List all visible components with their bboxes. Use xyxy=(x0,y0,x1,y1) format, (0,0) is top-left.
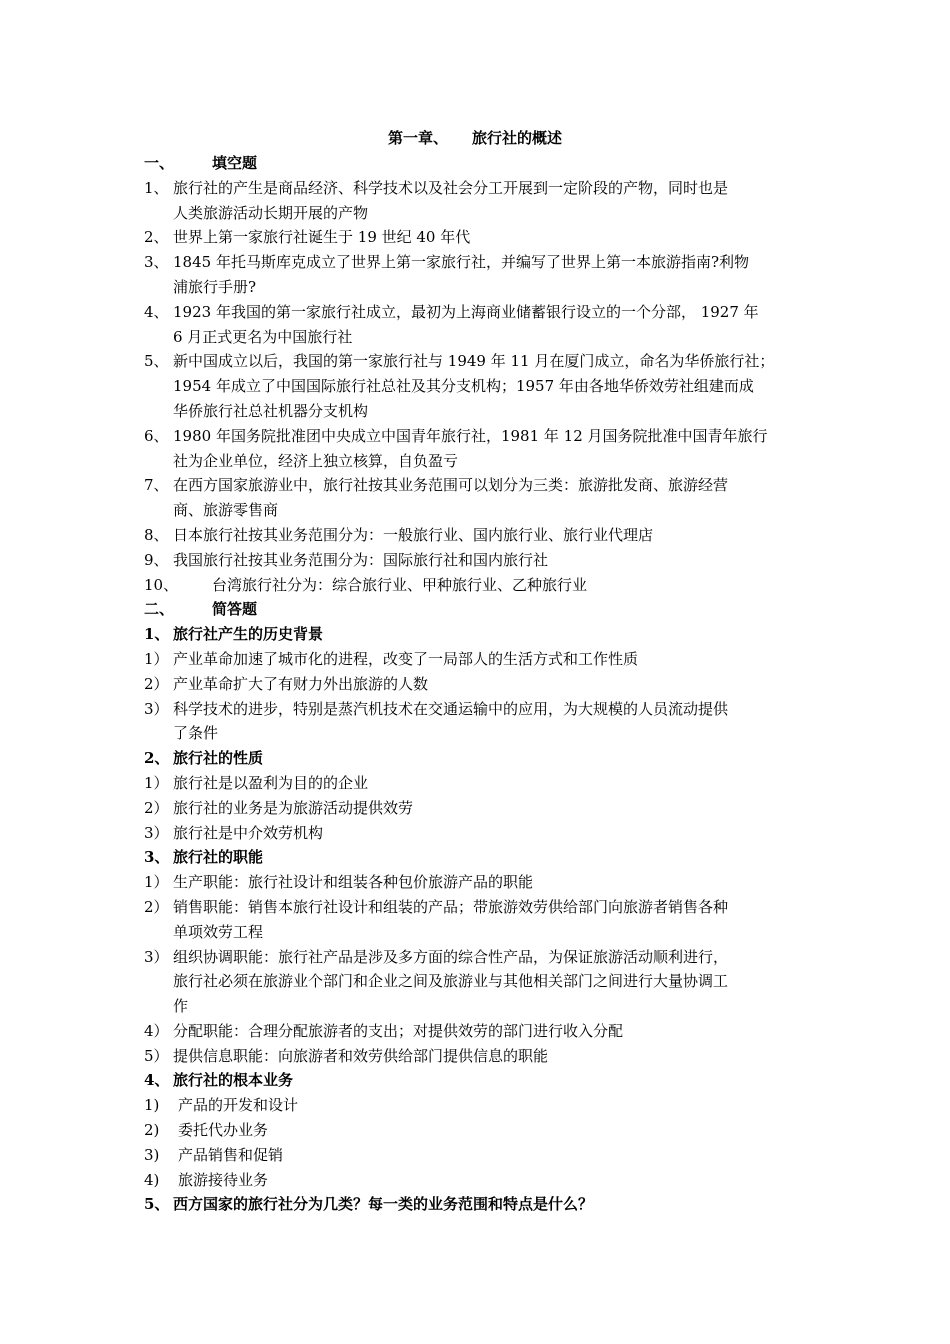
answer-item: 5） 提供信息职能：向旅游者和效劳供给部门提供信息的职能 xyxy=(144,1046,549,1065)
answer-item: 3） 旅行社是中介效劳机构 xyxy=(144,823,324,842)
answer-item: 2） 销售职能：销售本旅行社设计和组装的产品；带旅游效劳供给部门向旅游者销售各种 单项效劳工程 xyxy=(144,897,729,941)
fill-item: 1、 旅行社的产生是商品经济、科学技术以及社会分工开展到一定阶段的产物，同时也是 人类旅游活动长期开展的产物 xyxy=(144,178,729,222)
answer-item: 1） 生产职能：旅行社设计和组装各种包价旅游产品的职能 xyxy=(144,873,534,892)
fill-item: 3、 1845 年托马斯库克成立了世界上第一家旅行社，并编写了世界上第一本旅游指南?利物 浦旅行手册? xyxy=(144,253,749,296)
answer-item: 2) 委托代办业务 xyxy=(144,1121,269,1140)
section-label: 填空题 xyxy=(212,154,258,172)
fill-item: 5、 新中国成立以后，我国的第一家旅行社与 1949 年 11 月在厦门成立，命名为华侨旅行社； 1954 年成立了中国国际旅行社总社及其分支机构；1957 年由各地华侨效劳社组建而成 华侨旅行社总社机器分支机构 xyxy=(144,352,775,420)
section-number: 一、 xyxy=(144,154,175,172)
question-heading: 3、 旅行社的职能 xyxy=(144,848,264,867)
fill-item: 9、 我国旅行社按其业务范围分为：国际旅行社和国内旅行社 xyxy=(144,550,549,569)
answer-item: 1） 旅行社是以盈利为目的的企业 xyxy=(144,773,369,792)
chapter-name: 旅行社的概述 xyxy=(472,129,563,147)
document-body xyxy=(144,151,812,1217)
answer-item: 2） 产业革命扩大了有财力外出旅游的人数 xyxy=(144,674,429,693)
section-heading-short-answer xyxy=(144,597,812,622)
fill-item: 6、 1980 年国务院批准团中央成立中国青年旅行社，1981 年 12 月国务院批准中国青年旅行 社为企业单位，经济上独立核算，自负盈亏 xyxy=(144,426,768,470)
section-number: 二、 xyxy=(144,600,175,619)
answer-item: 4) 旅游接待业务 xyxy=(144,1170,269,1189)
answer-item: 1) 产品的开发和设计 xyxy=(144,1096,299,1115)
section-label: 简答题 xyxy=(212,600,258,619)
fill-item: 8、 日本旅行社按其业务范围分为：一般旅行业、国内旅行业、旅行业代理店 xyxy=(144,525,654,544)
answer-item: 3） 组织协调职能：旅行社产品是涉及多方面的综合性产品，为保证旅游活动顺利进行， 旅行社必须在旅游业个部门和企业之间及旅游业与其他相关部门之间进行大量协调工 作 xyxy=(144,947,729,1016)
answer-item: 3) 产品销售和促销 xyxy=(144,1145,284,1164)
section-heading-fill-blanks xyxy=(144,151,812,176)
fill-item: 10、 台湾旅行社分为：综合旅行业、甲种旅行业、乙种旅行业 xyxy=(144,575,588,594)
question-heading: 4、 旅行社的根本业务 xyxy=(144,1071,294,1090)
question-heading: 2、 旅行社的性质 xyxy=(144,749,264,768)
fill-item: 7、 在西方国家旅游业中，旅行社按其业务范围可以划分为三类：旅游批发商、旅游经营 商、旅游零售商 xyxy=(144,476,729,520)
chapter-number: 第一章、 xyxy=(387,129,448,147)
fill-item: 2、 世界上第一家旅行社诞生于 19 世纪 40 年代 xyxy=(144,228,471,247)
chapter-title xyxy=(0,128,950,148)
answer-item: 4） 分配职能：合理分配旅游者的支出；对提供效劳的部门进行收入分配 xyxy=(144,1021,624,1040)
answer-item: 3） 科学技术的进步，特别是蒸汽机技术在交通运输中的应用，为大规模的人员流动提供 了条件 xyxy=(144,699,729,743)
question-heading: 5、 西方国家的旅行社分为几类？每一类的业务范围和特点是什么？ xyxy=(144,1195,594,1214)
answer-item: 2） 旅行社的业务是为旅游活动提供效劳 xyxy=(144,798,414,817)
answer-item: 1） 产业革命加速了城市化的进程，改变了一局部人的生活方式和工作性质 xyxy=(144,649,639,668)
fill-item: 4、 1923 年我国的第一家旅行社成立，最初为上海商业储蓄银行设立的一个分部， 1927 年 6 月正式更名为中国旅行社 xyxy=(144,302,759,346)
question-heading: 1、 旅行社产生的历史背景 xyxy=(144,625,324,644)
